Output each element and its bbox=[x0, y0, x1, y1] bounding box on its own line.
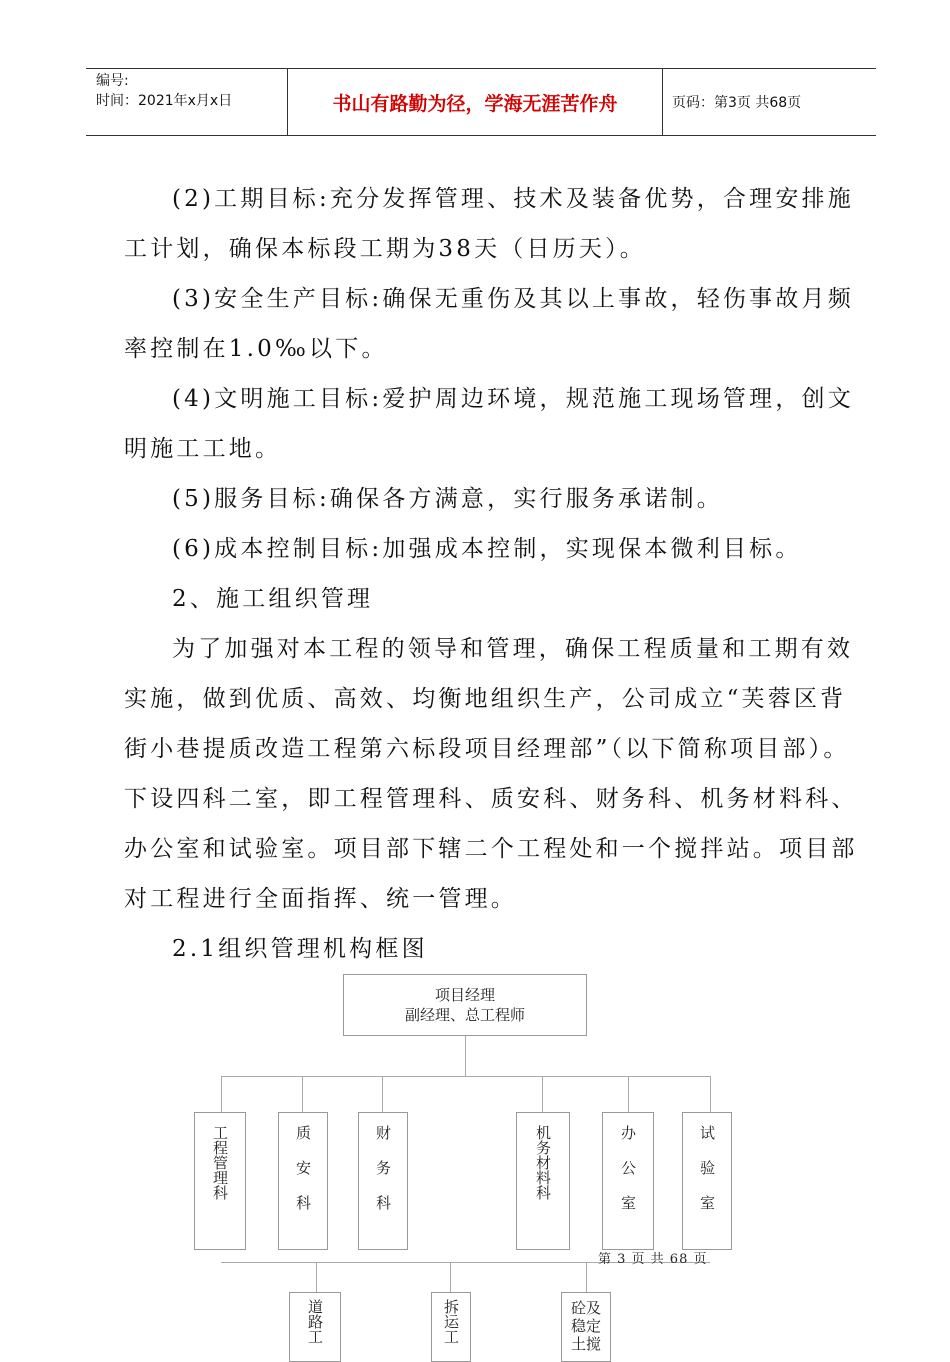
org-unit-label: 道路工 bbox=[306, 1299, 324, 1344]
org-top-subtitle: 副经理、总工程师 bbox=[404, 1006, 525, 1024]
org-unit-label: 拆运工 bbox=[442, 1299, 460, 1344]
connector-line bbox=[465, 1036, 466, 1076]
text-line: 下设四科二室，即工程管理科、质安科、财务科、机务材料科、 bbox=[124, 786, 858, 812]
org-dept-box bbox=[682, 1112, 732, 1250]
doc-number-label: 编号: bbox=[96, 73, 129, 89]
connector-line bbox=[221, 1076, 710, 1077]
org-dept-label: 财务科 bbox=[374, 1125, 392, 1230]
org-dept-label: 工程管理科 bbox=[211, 1125, 229, 1200]
text-line: (4)文明施工目标:爱护周边环境，规范施工现场管理，创文 bbox=[172, 386, 854, 412]
text-line: (2)工期目标:充分发挥管理、技术及装备优势，合理安排施 bbox=[172, 186, 854, 212]
page-header bbox=[86, 68, 876, 136]
text-line: (6)成本控制目标:加强成本控制，实现保本微利目标。 bbox=[172, 536, 802, 562]
connector-line bbox=[586, 1262, 587, 1292]
text-line: 对工程进行全面指挥、统一管理。 bbox=[124, 886, 517, 912]
subsection-heading: 2.1组织管理机构框图 bbox=[172, 936, 428, 962]
org-unit-box bbox=[289, 1292, 341, 1362]
header-page-info: 页码：第3页 共68页 bbox=[672, 95, 802, 111]
connector-line bbox=[450, 1262, 451, 1292]
org-unit-box bbox=[431, 1292, 471, 1362]
text-line: 实施，做到优质、高效、均衡地组织生产，公司成立“芙蓉区背 bbox=[124, 686, 847, 712]
org-dept-box bbox=[278, 1112, 328, 1250]
connector-line bbox=[542, 1076, 543, 1112]
text-line: 明施工工地。 bbox=[124, 436, 282, 462]
org-dept-box bbox=[516, 1112, 570, 1250]
text-line: (5)服务目标:确保各方满意，实行服务承诺制。 bbox=[172, 486, 723, 512]
connector-line bbox=[628, 1076, 629, 1112]
header-meta bbox=[86, 69, 286, 135]
org-top-title: 项目经理 bbox=[434, 986, 495, 1004]
text-line: 为了加强对本工程的领导和管理，确保工程质量和工期有效 bbox=[172, 636, 854, 662]
org-top-box bbox=[343, 974, 587, 1036]
connector-line bbox=[382, 1076, 383, 1112]
org-dept-label: 质安科 bbox=[294, 1125, 312, 1230]
section-heading: 2、施工组织管理 bbox=[172, 586, 374, 612]
header-motto: 书山有路勤为径，学海无涯苦作舟 bbox=[287, 69, 663, 135]
doc-time-label: 时间：2021年x月x日 bbox=[96, 93, 233, 109]
org-dept-box bbox=[358, 1112, 408, 1250]
connector-line bbox=[221, 1076, 222, 1112]
text-line: 办公室和试验室。项目部下辖二个工程处和一个搅拌站。项目部 bbox=[124, 836, 858, 862]
text-line: 工计划，确保本标段工期为38天（日历天）。 bbox=[124, 236, 646, 262]
org-dept-box bbox=[602, 1112, 654, 1250]
connector-line bbox=[710, 1076, 711, 1112]
org-dept-label: 机务材料科 bbox=[534, 1125, 552, 1200]
org-unit-box bbox=[561, 1292, 611, 1362]
connector-line bbox=[316, 1262, 317, 1292]
text-line: 街小巷提质改造工程第六标段项目经理部”（以下简称项目部）。 bbox=[124, 736, 850, 762]
text-line: 率控制在1.0‰以下。 bbox=[124, 336, 388, 362]
text-line: (3)安全生产目标:确保无重伤及其以上事故，轻伤事故月频 bbox=[172, 286, 854, 312]
org-dept-label: 试验室 bbox=[698, 1125, 716, 1230]
org-dept-box bbox=[194, 1112, 246, 1250]
org-unit-label: 砼及稳定土搅 bbox=[570, 1299, 601, 1353]
org-dept-label: 办公室 bbox=[619, 1125, 637, 1230]
page-footer: 第 3 页 共 68 页 bbox=[598, 1252, 708, 1267]
connector-line bbox=[302, 1076, 303, 1112]
